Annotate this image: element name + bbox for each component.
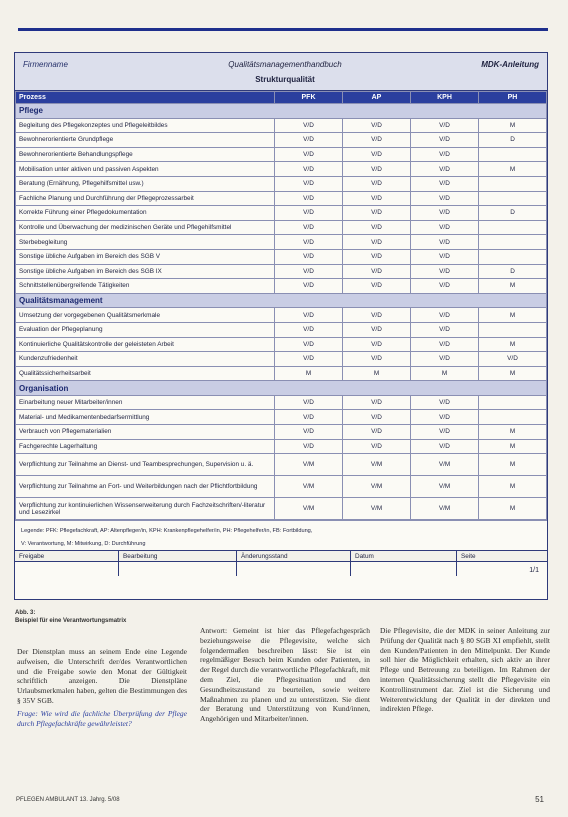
role-cell: M: [411, 366, 479, 381]
table-row: [16, 395, 547, 410]
role-cell: V/D: [411, 439, 479, 454]
table-row: [16, 410, 547, 425]
table-row: [16, 439, 547, 454]
table-header-row: [16, 92, 547, 104]
table-row: [16, 322, 547, 337]
role-cell: D: [479, 264, 547, 279]
document-footer-fields: [15, 550, 547, 576]
legend-line: V: Verantwortung, M: Mitwirkung, D: Durchführung: [21, 541, 146, 548]
qm-document: [14, 52, 548, 600]
role-cell: V/D: [275, 147, 343, 162]
mdk-label: MDK-Anleitung: [481, 60, 539, 69]
process-cell: Verpflichtung zur Teilnahme an Fort- und Weiterbildungen nach der Pflichtfortbildung: [16, 476, 275, 498]
role-cell: [479, 147, 547, 162]
responsibility-matrix: [15, 91, 547, 520]
role-cell: V/D: [411, 118, 479, 133]
process-cell: Sonstige übliche Aufgaben im Bereich des SGB IX: [16, 264, 275, 279]
role-cell: M: [479, 425, 547, 440]
table-row: [16, 162, 547, 177]
body-column-3: Die Pflegevisite, die der MDK in seiner Anleitung zur Prüfung der Qualität nach § 80 SGB XI empfiehlt, stellt den Kunden/Patienten in den Mittelpunkt. Der Kunde soll hier die Möglichkeit erhalten, sich aktiv an ihrer Pflege und Betreuung zu beteiligen. Im Rahmen der internen Qualitätssicherung stellt die Pflegevisite ein Kontrollinstrument dar. Ziel ist die Sicherung und Weiterentwicklung der Qualität in der direkten und indirekten Pflege.: [380, 626, 550, 714]
role-cell: V/D: [343, 322, 411, 337]
footer-field: Änderungsstand: [237, 551, 351, 576]
col-header: PFK: [275, 92, 343, 104]
role-cell: V/M: [275, 454, 343, 476]
role-cell: [479, 191, 547, 206]
role-cell: V/D: [343, 439, 411, 454]
role-cell: V/D: [275, 308, 343, 323]
role-cell: V/D: [343, 147, 411, 162]
table-row: [16, 147, 547, 162]
role-cell: V/D: [411, 176, 479, 191]
role-cell: V/D: [411, 249, 479, 264]
role-cell: V/D: [275, 322, 343, 337]
role-cell: V/D: [275, 162, 343, 177]
role-cell: V/D: [275, 264, 343, 279]
process-cell: Beratung (Ernährung, Pflegehilfsmittel usw.): [16, 176, 275, 191]
footer-field: Freigabe: [15, 551, 119, 576]
role-cell: V/D: [343, 352, 411, 367]
role-cell: V/D: [275, 439, 343, 454]
process-cell: Bewohnerorientierte Grundpflege: [16, 133, 275, 148]
process-cell: Mobilisation unter aktiven und passiven Aspekten: [16, 162, 275, 177]
role-cell: V/D: [343, 425, 411, 440]
role-cell: V/M: [343, 454, 411, 476]
role-cell: V/M: [275, 476, 343, 498]
role-cell: V/D: [275, 249, 343, 264]
footer-field: Bearbeitung: [119, 551, 237, 576]
table-row: [16, 133, 547, 148]
role-cell: V/D: [411, 308, 479, 323]
role-cell: M: [479, 337, 547, 352]
role-cell: M: [479, 162, 547, 177]
page-number: 51: [535, 795, 544, 804]
process-cell: Begleitung des Pflegekonzeptes und Pflegeleitbildes: [16, 118, 275, 133]
role-cell: V/M: [343, 476, 411, 498]
table-row: [16, 249, 547, 264]
role-cell: [479, 395, 547, 410]
section-title: Organisation: [16, 381, 547, 396]
footer-field: Seite 1/1: [457, 551, 547, 576]
role-cell: V/D: [411, 220, 479, 235]
role-cell: V/D: [275, 410, 343, 425]
role-cell: V/D: [343, 162, 411, 177]
role-cell: [479, 410, 547, 425]
matrix-body: [16, 104, 547, 520]
col-header: PH: [479, 92, 547, 104]
table-row: [16, 454, 547, 476]
role-cell: V/D: [343, 206, 411, 221]
role-cell: V/M: [411, 454, 479, 476]
role-cell: V/D: [411, 279, 479, 294]
role-cell: [479, 322, 547, 337]
table-row: [16, 118, 547, 133]
role-cell: V/M: [275, 498, 343, 520]
process-cell: Evaluation der Pflegeplanung: [16, 322, 275, 337]
handbook-title: Qualitätsmanagementhandbuch: [228, 60, 342, 69]
legend-line: Legende: PFK: Pflegefachkraft, AP: Altenpfleger/in, KPH: Krankenpflegehelfer/in, PH: Pflegehelfer/in, FB: Fortbildung,: [21, 528, 313, 535]
table-row: [16, 337, 547, 352]
process-cell: Qualitätssicherheitsarbeit: [16, 366, 275, 381]
role-cell: M: [479, 498, 547, 520]
section-title: Qualitätsmanagement: [16, 293, 547, 308]
process-cell: Kontrolle und Überwachung der medizinischen Geräte und Pflegehilfsmittel: [16, 220, 275, 235]
role-cell: V/D: [275, 337, 343, 352]
table-row: [16, 191, 547, 206]
process-cell: Schnittstellenübergreifende Tätigkeiten: [16, 279, 275, 294]
col-header: KPH: [411, 92, 479, 104]
journal-footer: PFLEGEN AMBULANT 13. Jahrg. 5/08: [16, 797, 120, 803]
role-cell: V/D: [343, 410, 411, 425]
section-row: [16, 293, 547, 308]
role-cell: V/D: [411, 352, 479, 367]
table-row: [16, 498, 547, 520]
role-cell: V/M: [411, 476, 479, 498]
table-row: [16, 308, 547, 323]
role-cell: [479, 235, 547, 250]
process-cell: Kontinuierliche Qualitätskontrolle der geleisteten Arbeit: [16, 337, 275, 352]
process-cell: Verbrauch von Pflegematerialien: [16, 425, 275, 440]
role-cell: V/D: [411, 133, 479, 148]
table-row: [16, 279, 547, 294]
role-cell: V/D: [275, 206, 343, 221]
role-cell: V/D: [411, 425, 479, 440]
role-cell: V/D: [411, 395, 479, 410]
process-cell: Verpflichtung zur Teilnahme an Dienst- und Teambesprechungen, Supervision u. ä.: [16, 454, 275, 476]
role-cell: V/D: [343, 118, 411, 133]
col-header: AP: [343, 92, 411, 104]
role-cell: V/D: [343, 395, 411, 410]
role-cell: V/D: [343, 176, 411, 191]
role-cell: [479, 176, 547, 191]
process-cell: Sterbebegleitung: [16, 235, 275, 250]
role-cell: M: [343, 366, 411, 381]
role-cell: V/D: [343, 264, 411, 279]
question-text: Frage: Wie wird die fachliche Überprüfung der Pflege durch Pflegefachkräfte gewährleistet?: [17, 708, 187, 728]
role-cell: V/D: [411, 410, 479, 425]
role-cell: V/D: [275, 176, 343, 191]
role-cell: M: [479, 366, 547, 381]
role-cell: V/D: [411, 264, 479, 279]
role-cell: M: [479, 308, 547, 323]
role-cell: M: [275, 366, 343, 381]
process-cell: Kundenzufriedenheit: [16, 352, 275, 367]
role-cell: V/M: [411, 498, 479, 520]
table-row: [16, 425, 547, 440]
role-cell: V/D: [275, 352, 343, 367]
process-cell: Sonstige übliche Aufgaben im Bereich des SGB V: [16, 249, 275, 264]
body-column-2: Antwort: Gemeint ist hier das Pflegefachgespräch beziehungsweise die Pflegevisite, welche sich folgendermaßen beschreiben lässt: Sie ist ein regelmäßiger Besuch beim Kunden oder Patienten, in der Regel durch die verantwortliche Pflegefachkraft, mit dem Ziel, die Pflegesituation und den Gesundheitszustand zu beurteilen, sowie weitere Maßnahmen zu planen und zu unterstützen. Sie dient der Beratung und Unterstützung von Kund/innen, Angehörigen und Mitarbeiter/innen.: [200, 626, 370, 724]
role-cell: V/D: [411, 191, 479, 206]
role-cell: D: [479, 133, 547, 148]
process-cell: Fachgerechte Lagerhaltung: [16, 439, 275, 454]
role-cell: V/D: [479, 352, 547, 367]
table-row: [16, 352, 547, 367]
role-cell: V/D: [411, 235, 479, 250]
role-cell: V/D: [343, 337, 411, 352]
role-cell: M: [479, 118, 547, 133]
process-cell: Material- und Medikamentenbedarfsermittlung: [16, 410, 275, 425]
table-row: [16, 176, 547, 191]
role-cell: V/D: [343, 235, 411, 250]
role-cell: D: [479, 206, 547, 221]
table-row: [16, 220, 547, 235]
role-cell: [479, 249, 547, 264]
role-cell: V/D: [343, 220, 411, 235]
figure-caption: Abb. 3: Beispiel für eine Verantwortungsmatrix: [15, 610, 127, 624]
company-name: Firmenname: [23, 60, 68, 69]
role-cell: M: [479, 439, 547, 454]
role-cell: V/M: [343, 498, 411, 520]
section-row: [16, 381, 547, 396]
role-cell: V/D: [411, 322, 479, 337]
col-header: Prozess: [16, 92, 275, 104]
table-row: [16, 206, 547, 221]
top-rule: [18, 28, 548, 31]
role-cell: V/D: [275, 133, 343, 148]
role-cell: V/D: [275, 395, 343, 410]
role-cell: M: [479, 476, 547, 498]
table-row: [16, 476, 547, 498]
role-cell: V/D: [275, 220, 343, 235]
body-column-1: Der Dienstplan muss an seinem Ende eine Legende aufweisen, die Unterschrift der/des Verantwortlichen und die Freigabe sowie den Monat der Gültigkeit schriftlich anzeigen. Die Dienstpläne Urlaubsmerkmalen haben, gelten die Bestimmungen des § 35V SGB. Frage: Wie wird die fachliche Überprüfung der Pflege durch Pflegefachkräfte gewährleistet?: [17, 647, 187, 728]
document-header: [15, 53, 547, 91]
role-cell: V/D: [411, 162, 479, 177]
role-cell: V/D: [343, 279, 411, 294]
table-row: [16, 366, 547, 381]
role-cell: V/D: [343, 249, 411, 264]
section-title: Pflege: [16, 104, 547, 119]
role-cell: V/D: [275, 425, 343, 440]
process-cell: Einarbeitung neuer Mitarbeiter/innen: [16, 395, 275, 410]
role-cell: V/D: [275, 235, 343, 250]
role-cell: M: [479, 279, 547, 294]
process-cell: Korrekte Führung einer Pflegedokumentation: [16, 206, 275, 221]
role-cell: V/D: [411, 206, 479, 221]
role-cell: V/D: [275, 118, 343, 133]
role-cell: V/D: [275, 191, 343, 206]
table-row: [16, 264, 547, 279]
role-cell: V/D: [275, 279, 343, 294]
role-cell: M: [479, 454, 547, 476]
table-row: [16, 235, 547, 250]
handbook-subtitle: Strukturqualität: [255, 75, 315, 84]
process-cell: Fachliche Planung und Durchführung der Pflegeprozessarbeit: [16, 191, 275, 206]
footer-field: Datum: [351, 551, 457, 576]
role-cell: V/D: [411, 147, 479, 162]
role-cell: V/D: [343, 133, 411, 148]
role-cell: V/D: [343, 308, 411, 323]
section-row: [16, 104, 547, 119]
legend: [15, 520, 547, 550]
process-cell: Bewohnerorientierte Behandlungspflege: [16, 147, 275, 162]
role-cell: V/D: [411, 337, 479, 352]
process-cell: Umsetzung der vorgegebenen Qualitätsmerkmale: [16, 308, 275, 323]
role-cell: [479, 220, 547, 235]
role-cell: V/D: [343, 191, 411, 206]
process-cell: Verpflichtung zur kontinuierlichen Wissenserweiterung durch Fachzeitschriften/-literatur und Lesezirkel: [16, 498, 275, 520]
